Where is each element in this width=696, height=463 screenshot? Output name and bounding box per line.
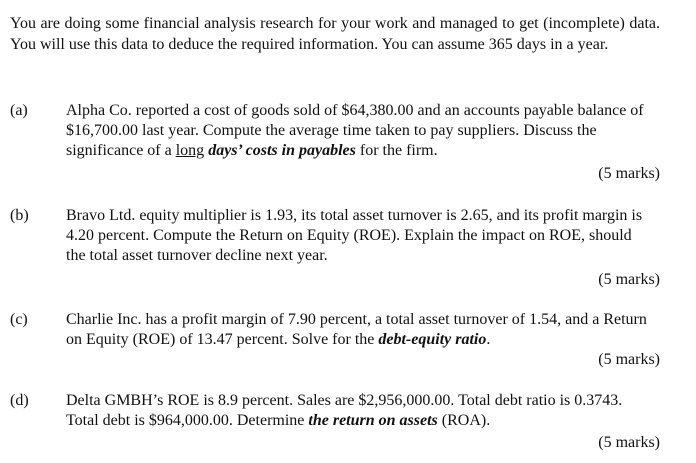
emphasized-term: days’ costs in payables	[208, 142, 356, 159]
question-text-end: for the firm.	[355, 142, 438, 159]
intro-text: You are doing some financial analysis research for your work and managed to get (incomplete) data. You will use this data to deduce the required information. You can assume 365 days in a year.	[10, 15, 660, 53]
question-d	[10, 391, 660, 455]
question-label: (d)	[10, 392, 29, 409]
question-label: (c)	[10, 311, 28, 328]
emphasized-term: debt-equity ratio	[378, 331, 487, 348]
marks-label: (5 marks)	[598, 271, 660, 288]
question-body	[66, 101, 654, 161]
intro-paragraph	[10, 14, 660, 55]
question-label: (b)	[10, 207, 29, 224]
underlined-term: long	[175, 142, 205, 159]
question-body	[66, 391, 654, 431]
question-b	[10, 206, 660, 290]
question-a	[10, 101, 660, 185]
question-text: Charlie Inc. has a profit margin of 7.90 percent, a total asset turnover of 1.54, and a Return on Equity (ROE) of 13.47 percent. Solve for the	[66, 311, 647, 348]
marks-label: (5 marks)	[598, 434, 660, 451]
question-text: Delta GMBH’s ROE is 8.9 percent. Sales are $2,956,000.00. Total debt ratio is 0.3743. Total debt is $964,000.00. Determine	[66, 392, 623, 429]
question-text-end: .	[486, 331, 491, 348]
question-text: Alpha Co. reported a cost of goods sold of $64,380.00 and an accounts payable balance of $16,700.00 last year. Compute the average time taken to pay suppliers. Discuss the significance of a	[66, 102, 644, 159]
emphasized-term: the return on assets	[308, 412, 438, 429]
question-label: (a)	[10, 102, 28, 119]
question-c	[10, 310, 660, 370]
question-body: Bravo Ltd. equity multiplier is 1.93, its total asset turnover is 2.65, and its profit margin is 4.20 percent. Compute the Return on Equity (ROE). Explain the impact on ROE, should the total asset turnover decline next year.	[66, 207, 643, 264]
marks-label: (5 marks)	[598, 351, 660, 368]
question-text-end: (ROA).	[437, 412, 491, 429]
question-body	[66, 310, 654, 350]
marks-label: (5 marks)	[598, 165, 660, 182]
